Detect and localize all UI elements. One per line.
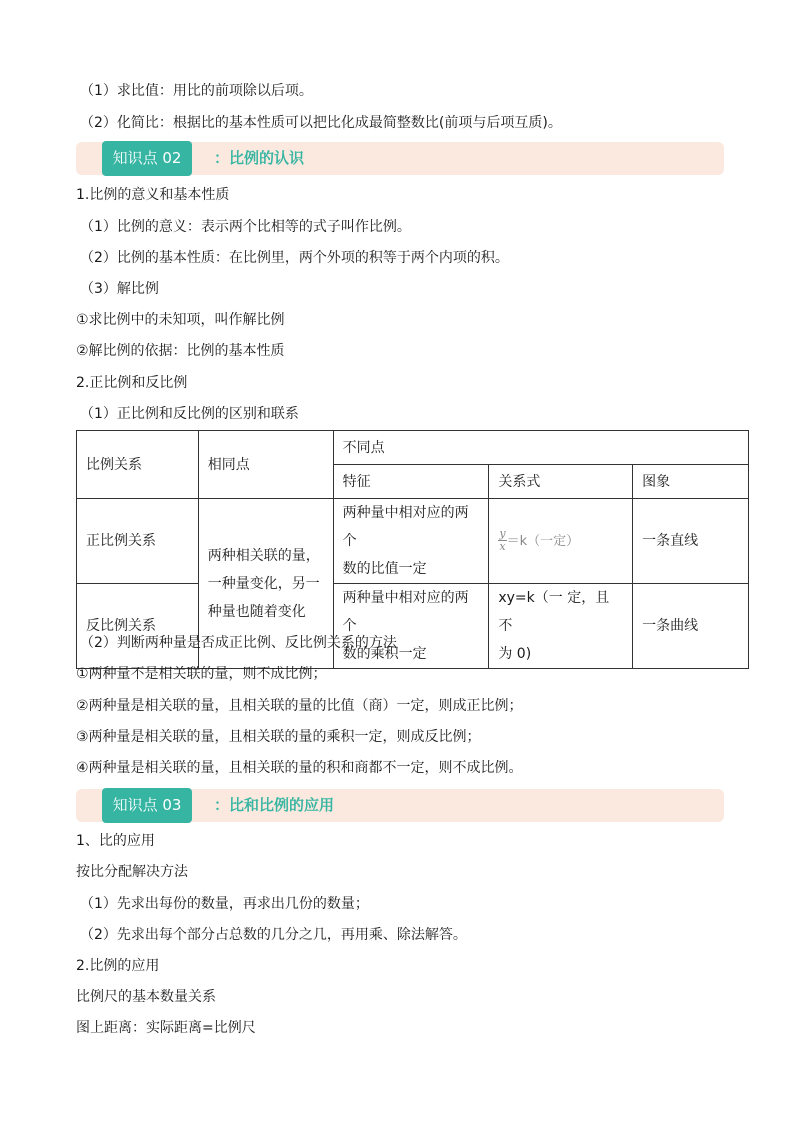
feature-line: 两种量中相对应的两个	[342, 505, 469, 549]
row-inverse-name: 反比例关系	[77, 584, 199, 669]
formula-line: 为 0)	[498, 646, 532, 662]
s2-after-line-3: ②两种量是相关联的量，且相关联的量的比值（商）一定，则成正比例；	[76, 698, 523, 714]
s2-line-6: ②解比例的依据：比例的基本性质	[76, 343, 285, 359]
same-points-line: 种量也随着变化	[207, 603, 306, 620]
formula-fraction	[498, 528, 506, 553]
s2-line-7: 2.正比例和反比例	[76, 375, 188, 391]
row-direct-name: 正比例关系	[77, 499, 199, 584]
s2-after-line-4: ③两种量是相关联的量，且相关联的量的乘积一定，则成反比例；	[76, 729, 481, 745]
s2-after-line-5: ④两种量是相关联的量，且相关联的量的积和商都不一定，则不成比例。	[76, 760, 523, 776]
same-points-line: 一种量变化，另一	[207, 575, 320, 592]
section-header-02	[76, 142, 724, 175]
formula-rest: ＝k（一定）	[506, 533, 580, 549]
s2-after-line-1: （2）判断两种量是否成正比例、反比例关系的方法	[80, 635, 397, 651]
s2-line-1: 1.比例的意义和基本性质	[76, 187, 230, 203]
intro-line-2: （2）化简比：根据比的基本性质可以把比化成最简整数比(前项与后项互质)。	[80, 115, 562, 131]
s2-line-4: （3）解比例	[80, 281, 159, 297]
s2-line-2: （1）比例的意义：表示两个比相等的式子叫作比例。	[80, 219, 411, 235]
header-formula: 关系式	[489, 465, 633, 499]
s2-line-3: （2）比例的基本性质：在比例里，两个外项的积等于两个内项的积。	[80, 250, 509, 266]
intro-line-1: （1）求比值：用比的前项除以后项。	[80, 83, 313, 99]
feature-line: 数的乘积一定	[342, 646, 427, 662]
s3-line-7: 图上距离：实际距离=比例尺	[76, 1020, 256, 1036]
section-header-03	[76, 789, 724, 822]
formula-line: xy=k（一 定，且不	[498, 590, 610, 634]
fraction-numerator: y	[499, 527, 506, 540]
header-graph: 图象	[633, 465, 749, 499]
row-inverse-graph: 一条曲线	[633, 584, 749, 669]
feature-line: 数的比值一定	[342, 561, 427, 577]
section-title-02: ：比例的认识	[214, 149, 305, 167]
fraction-denominator: x	[499, 540, 506, 553]
s2-line-5: ①求比例中的未知项，叫作解比例	[76, 312, 285, 328]
s3-line-3: （1）先求出每份的数量，再求出几份的数量；	[80, 896, 369, 912]
s3-line-4: （2）先求出每个部分占总数的几分之几，再用乘、除法解答。	[80, 927, 467, 943]
s2-after-line-2: ①两种量不是相关联的量，则不成比例；	[76, 666, 327, 682]
header-feature: 特征	[333, 465, 489, 499]
s2-line-8: （1）正比例和反比例的区别和联系	[80, 406, 299, 422]
header-diff: 不同点	[333, 431, 748, 465]
row-inverse-feature	[333, 584, 489, 669]
section-tag-03: 知识点 03	[102, 788, 192, 823]
row-direct-graph: 一条直线	[633, 499, 749, 584]
row-inverse-formula	[489, 584, 633, 669]
row-direct-formula	[489, 499, 633, 584]
header-same: 相同点	[198, 431, 333, 499]
s3-line-5: 2.比例的应用	[76, 958, 160, 974]
s3-line-1: 1、比的应用	[76, 833, 155, 849]
feature-line: 两种量中相对应的两个	[342, 590, 469, 634]
section-title-03: ：比和比例的应用	[214, 796, 335, 814]
section-tag-02: 知识点 02	[102, 141, 192, 176]
header-relation: 比例关系	[77, 431, 199, 499]
s3-line-6: 比例尺的基本数量关系	[76, 989, 216, 1005]
same-points-line: 两种相关联的量，	[207, 547, 320, 564]
row-direct-feature	[333, 499, 489, 584]
s3-line-2: 按比分配解决方法	[76, 864, 188, 880]
